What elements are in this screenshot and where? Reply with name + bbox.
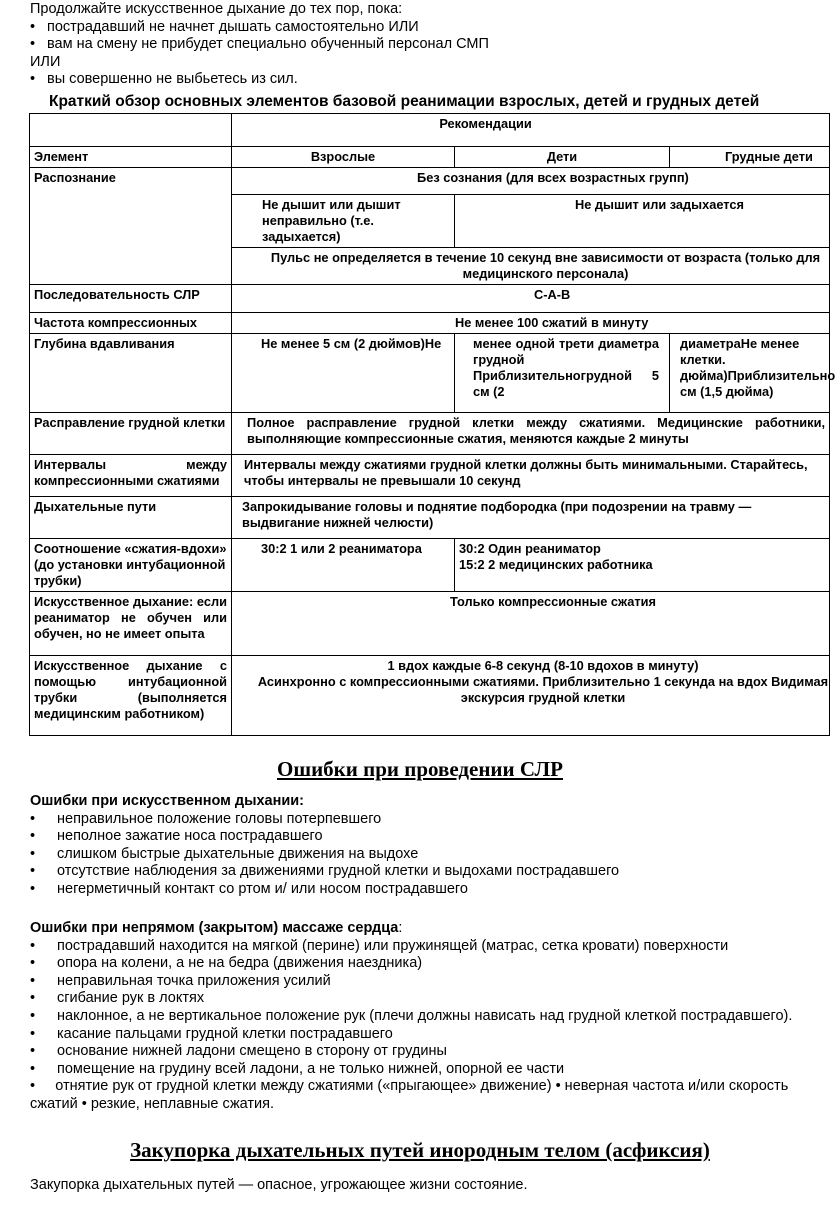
row-label: Глубина вдавливания: [30, 334, 232, 413]
table-cell: Рекомендации: [232, 114, 830, 147]
list-item: [30, 846, 820, 864]
table-row: [30, 313, 830, 334]
row-label: Соотношение «сжатия-вдохи» (до установки интубационной трубки): [30, 539, 232, 592]
row-label: Интервалы между компрессионными сжатиями: [30, 455, 232, 497]
list-item: [30, 811, 820, 829]
bullet-dot: •: [30, 845, 36, 862]
col-header-adults: Взрослые: [232, 147, 455, 168]
massage-errors: [30, 920, 820, 1114]
ratio-line-1: 30:2 Один реаниматор: [459, 541, 601, 556]
table-row: [30, 497, 830, 539]
bullet-dot: •: [30, 828, 36, 845]
intro-bullet-3-text: вы совершенно не выбьетесь из сил.: [47, 71, 298, 87]
tube-line-2: Асинхронно с компрессионными сжатиями. Приблизительно 1 секунда на вдох Видимая экскурсия грудной клетки: [257, 674, 829, 705]
list-item: [30, 973, 820, 991]
row-label: Дыхательные пути: [30, 497, 232, 539]
table-cell: Только компрессионные сжатия: [232, 592, 830, 656]
bullet-dot: •: [30, 36, 36, 52]
bullet-dot: •: [30, 972, 36, 989]
bullet-dot: •: [30, 1060, 36, 1077]
list-item: [30, 828, 820, 846]
asphyxia-text: Закупорка дыхательных путей — опасное, угрожающее жизни состояние.: [30, 1177, 528, 1193]
bullet-dot: •: [30, 1078, 56, 1095]
table-title: Краткий обзор основных элементов базовой реанимации взрослых, детей и грудных детей: [49, 93, 760, 110]
table-cell: диаметраНе менее клетки. дюйма)Приблизительно см (1,5 дюйма): [670, 334, 830, 413]
list-item: [30, 1061, 820, 1079]
list-item: [30, 1043, 820, 1061]
intro-bullet-2-text: вам на смену не прибудет специально обученный персонал СМП: [47, 36, 489, 52]
list-item-text: основание нижней ладони смещено в сторону от грудины: [57, 1043, 447, 1060]
table-cell: [232, 656, 830, 736]
list-item-text: отсутствие наблюдения за движениями грудной клетки и выдохами пострадавшего: [57, 863, 620, 880]
table-row: [30, 656, 830, 736]
col-header-infants: Грудные дети: [670, 147, 830, 168]
table-row: [30, 455, 830, 497]
table-row: [30, 147, 830, 168]
list-item-text: слишком быстрые дыхательные движения на выдохе: [57, 845, 419, 862]
list-item: [30, 881, 820, 899]
table-row: [30, 285, 830, 313]
row-label: Распознание: [30, 168, 232, 285]
cpr-overview-table: [29, 113, 836, 736]
intro-bullet-3: [30, 71, 489, 89]
list-item-text: пострадавший находится на мягкой (перине) или пружинящей (матрас, сетка кровати) поверхности: [57, 937, 729, 954]
bullet-dot: •: [30, 955, 36, 972]
list-item-text: наклонное, а не вертикальное положение рук (плечи должны нависать над грудной клеткой пострадавшего).: [57, 1007, 793, 1024]
list-item: [30, 955, 820, 973]
bullet-dot: •: [30, 937, 36, 954]
bullet-dot: •: [30, 880, 36, 897]
table-cell: Не дышит или дышит неправильно (т.е. задыхается): [232, 195, 455, 248]
intro-bullet-2: [30, 36, 489, 54]
massage-errors-heading: Ошибки при непрямом (закрытом) массаже сердца: [30, 920, 399, 936]
table-cell: [30, 114, 232, 147]
tube-line-1: 1 вдох каждые 6-8 секунд (8-10 вдохов в минуту): [387, 658, 699, 673]
table-cell: Без сознания (для всех возрастных групп): [232, 168, 830, 195]
table-row: [30, 413, 830, 455]
table-cell: Не менее 5 см (2 дюймов)Не: [232, 334, 455, 413]
bullet-dot: •: [30, 18, 36, 35]
table-cell: C-A-B: [232, 285, 830, 313]
bullet-dot: •: [30, 71, 36, 87]
breathing-errors-heading: Ошибки при искусственном дыхании:: [30, 793, 305, 809]
intro-or: ИЛИ: [30, 53, 61, 70]
asphyxia-title: Закупорка дыхательных путей инородным телом (асфиксия): [130, 1138, 710, 1162]
row-label: Искусственное дыхание: если реаниматор не обучен или обучен, но не имеет опыта: [30, 592, 232, 656]
table-cell: Интервалы между сжатиями грудной клетки должны быть минимальными. Старайтесь, чтобы интервалы не превышали 10 секунд: [232, 455, 830, 497]
intro-bullet-1: [30, 19, 489, 37]
list-item-last: [30, 1078, 820, 1113]
row-label: Расправление грудной клетки: [30, 413, 232, 455]
list-item-text: отнятие рук от грудной клетки между сжатиями («прыгающее» движение) • неверная частота и/или скорость сжатий • резкие, неплавные сжатия.: [30, 1078, 789, 1112]
list-item-text: неполное зажатие носа пострадавшего: [57, 828, 323, 845]
row-label: Искусственное дыхание с помощью интубационной трубки (выполняется медицинским работником): [30, 656, 232, 736]
list-item: [30, 1026, 820, 1044]
intro-lead: Продолжайте искусственное дыхание до тех пор, пока:: [30, 1, 403, 17]
table-row: [30, 539, 830, 592]
breathing-errors: [30, 793, 820, 899]
intro-block: [30, 1, 489, 89]
bullet-dot: •: [30, 810, 36, 827]
list-item-text: сгибание рук в локтях: [57, 990, 205, 1007]
bullet-dot: •: [30, 990, 36, 1007]
col-header-children: Дети: [455, 147, 670, 168]
table-cell: Полное расправление грудной клетки между сжатиями. Медицинские работники, выполняющие компрессионные сжатия, меняются каждые 2 минуты: [232, 413, 830, 455]
bullet-dot: •: [30, 863, 36, 880]
list-item: [30, 990, 820, 1008]
col-header-element: Элемент: [30, 147, 232, 168]
bullet-dot: •: [30, 1025, 36, 1042]
massage-errors-heading-line: [30, 920, 820, 938]
table-cell: менее одной трети диаметра грудной Приблизительногрудной 5 см (2: [455, 334, 670, 413]
list-item-text: негерметичный контакт со ртом и/ или носом пострадавшего: [57, 880, 468, 897]
table-cell: [455, 539, 830, 592]
table-cell: 30:2 1 или 2 реаниматора: [232, 539, 455, 592]
row-label: Частота компрессионных: [30, 313, 232, 334]
row-label: Последовательность СЛР: [30, 285, 232, 313]
list-item: [30, 938, 820, 956]
list-item: [30, 863, 820, 881]
table-cell: Запрокидывание головы и поднятие подбородка (при подозрении на травму — выдвигание нижней челюсти): [232, 497, 830, 539]
table-cell: Пульс не определяется в течение 10 секунд вне зависимости от возраста (только для медицинского персонала): [232, 248, 830, 285]
table-row: [30, 168, 830, 195]
list-item-text: касание пальцами грудной клетки пострадавшего: [57, 1025, 393, 1042]
list-item-text: неправильная точка приложения усилий: [57, 972, 331, 989]
table-row: [30, 114, 830, 147]
list-item: [30, 1008, 820, 1026]
bullet-dot: •: [30, 1043, 36, 1060]
list-item-text: помещение на грудину всей ладони, а не только нижней, опорной ее части: [57, 1060, 565, 1077]
ratio-line-2: 15:2 2 медицинских работника: [459, 557, 653, 572]
table-row: [30, 592, 830, 656]
list-item-text: неправильное положение головы потерпевшего: [57, 810, 382, 827]
table-row: [30, 334, 830, 413]
bullet-dot: •: [30, 1007, 36, 1024]
errors-title: Ошибки при проведении СЛР: [277, 757, 563, 781]
table-cell: Не дышит или задыхается: [455, 195, 830, 248]
heading-colon: :: [398, 920, 403, 936]
table-cell: Не менее 100 сжатий в минуту: [232, 313, 830, 334]
intro-bullet-1-text: пострадавший не начнет дышать самостоятельно ИЛИ: [47, 18, 419, 35]
list-item-text: опора на колени, а не на бедра (движения наездника): [57, 955, 423, 972]
